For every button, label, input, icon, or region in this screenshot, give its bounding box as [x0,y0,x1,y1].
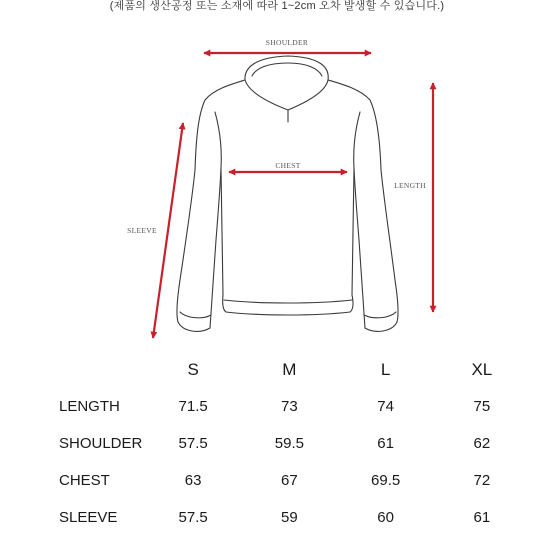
row-label: LENGTH [59,398,120,415]
table-row [50,388,530,425]
measurement-notice: (제품의 생산공정 또는 소재에 따라 1~2cm 오차 발생할 수 있습니다.) [109,0,445,12]
row-label: SHOULDER [59,435,143,452]
sleeve-arrow [153,123,183,338]
size-table [50,352,530,536]
size-header: XL [471,360,493,379]
table-cell: 75 [473,398,491,415]
table-cell: 61 [473,509,491,526]
chest-label: CHEST [275,161,301,170]
row-label: CHEST [59,472,110,489]
length-label: LENGTH [394,181,426,190]
size-header: L [380,360,391,379]
table-cell: 57.5 [178,509,208,526]
table-cell: 62 [473,435,491,452]
table-cell: 69.5 [371,472,401,489]
table-cell: 59 [281,509,298,526]
size-header: S [187,360,199,379]
table-cell: 61 [377,435,394,452]
table-cell: 74 [377,398,394,415]
table-row [50,499,530,536]
size-header: M [282,360,297,379]
table-cell: 73 [281,398,298,415]
shoulder-label: SHOULDER [265,38,309,47]
table-cell: 57.5 [178,435,208,452]
table-cell: 67 [281,472,298,489]
table-cell: 63 [184,472,202,489]
table-cell: 71.5 [178,398,208,415]
table-row [50,425,530,462]
size-header-row [50,352,530,388]
header-blank [50,352,145,388]
table-cell: 59.5 [274,435,304,452]
sleeve-label: SLEEVE [127,226,157,235]
table-cell: 72 [473,472,491,489]
table-row [50,462,530,499]
row-label: SLEEVE [59,509,118,526]
table-cell: 60 [377,509,394,526]
hoodie-outline [177,56,398,331]
